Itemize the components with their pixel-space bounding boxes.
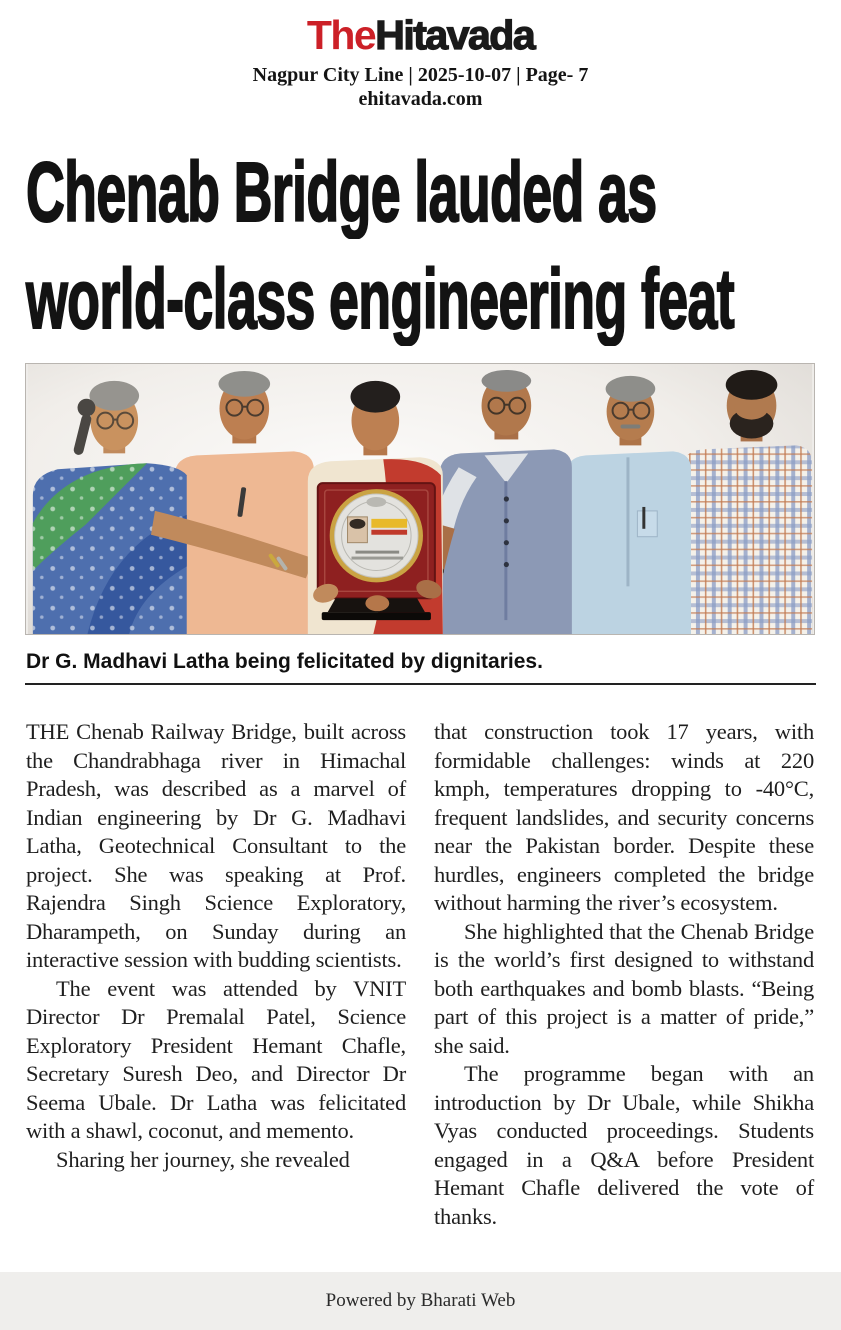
article-column-left (26, 718, 406, 1231)
masthead (0, 0, 841, 111)
footer-bar (0, 1272, 841, 1330)
headline-line-1: Chenab Bridge lauded as (26, 145, 657, 240)
paragraph: She highlighted that the Chenab Bridge is the world’s first designed to withstand both earthquakes and bomb blasts. “Being part of this project is a matter of pride,” she said. (434, 918, 814, 1058)
paragraph: THE Chenab Railway Bridge, built across the Chandrabhaga river in Himachal Pradesh, was described as a marvel of Indian engineering by Dr G. Madhavi Latha, Geotechnical Consultant to the project. She was speaking at Prof. Rajendra Singh Science Exploratory, Dharampeth, on Sunday during an interactive session with budding scientists. (26, 719, 406, 973)
paragraph: Sharing her journey, she revealed (56, 1146, 350, 1172)
newspaper-logo (0, 14, 841, 57)
article-column-right (434, 718, 814, 1231)
event-photo-illustration (26, 364, 814, 634)
photo-caption: Dr G. Madhavi Latha being felicitated by dignitaries. (26, 650, 543, 674)
paragraph: The event was attended by VNIT Director Dr Premalal Patel, Science Exploratory President Hemant Chafle, Secretary Suresh Deo, and Director Dr Seema Ubale. Dr Latha was felicitated with a shawl, coconut, and memento. (26, 975, 406, 1144)
logo-the: The (306, 12, 376, 58)
paragraph: that construction took 17 years, with formidable challenges: winds at 220 kmph, temperatures dropping to -40°C, frequent landslides, and security concerns near the Pakistan border. Despite these hurdles, engineers completed the bridge without harming the river’s ecosystem. (434, 719, 814, 916)
article-headline (26, 139, 841, 353)
headline-line-2: world-class engineering feat (26, 252, 735, 347)
footer-credit: Powered by Bharati Web (325, 1290, 516, 1311)
event-photo (25, 363, 815, 635)
paragraph: The programme began with an introduction by Dr Ubale, while Shikha Vyas conducted proceedings. Students engaged in a Q&A before President Hemant Chafle delivered the vote of thanks. (434, 1061, 814, 1229)
article-photo-figure (0, 363, 841, 674)
website-url: ehitavada.com (358, 88, 483, 111)
article-body (0, 685, 841, 1231)
logo-hitavada: Hitavada (375, 12, 535, 58)
edition-dateline: Nagpur City Line | 2025-10-07 | Page- 7 (252, 64, 589, 87)
